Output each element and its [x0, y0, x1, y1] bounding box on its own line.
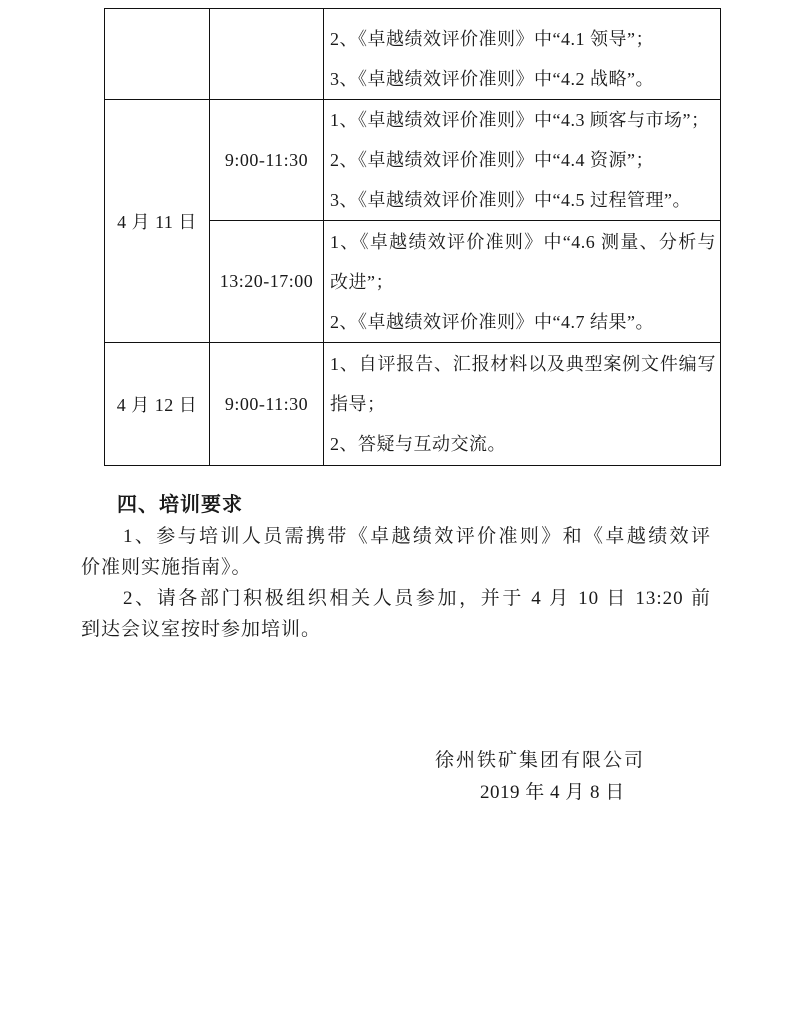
content-line: 1、《卓越绩效评价准则》中“4.3 顾客与市场”； [330, 110, 710, 130]
content-line: 改进”； [330, 271, 394, 292]
time-cell: 13:20-17:00 [210, 221, 324, 343]
content-line: 2、《卓越绩效评价准则》中“4.4 资源”； [330, 150, 654, 170]
content-line: 1、自评报告、汇报材料以及典型案例文件编写 [330, 354, 716, 374]
paragraph-line: 2、请各部门积极组织相关人员参加，并于 4 月 10 日 13:20 前 [123, 588, 711, 609]
content-line: 2、《卓越绩效评价准则》中“4.1 领导”； [330, 29, 654, 49]
body-text [81, 490, 711, 645]
time-cell: 9:00-11:30 [210, 100, 324, 221]
content-cell [324, 343, 721, 466]
time-cell: 9:00-11:30 [210, 343, 324, 466]
content-cell [324, 100, 721, 221]
time-cell [210, 9, 324, 100]
content-cell [324, 221, 721, 343]
content-line: 2、答疑与互动交流。 [330, 434, 506, 454]
table-row [105, 343, 721, 466]
schedule-table [104, 8, 721, 466]
content-line: 3、《卓越绩效评价准则》中“4.5 过程管理”。 [330, 190, 691, 210]
content-cell [324, 9, 721, 100]
date-cell [105, 9, 210, 100]
paragraph-line: 到达会议室按时参加培训。 [81, 619, 322, 640]
content-line: 2、《卓越绩效评价准则》中“4.7 结果”。 [330, 311, 654, 332]
signature-company: 徐州铁矿集团有限公司 [435, 750, 646, 771]
content-line: 3、《卓越绩效评价准则》中“4.2 战略”。 [330, 69, 654, 89]
date-cell: 4 月 11 日 [105, 100, 210, 343]
table-row [105, 9, 721, 100]
date-cell: 4 月 12 日 [105, 343, 210, 466]
signature-date: 2019 年 4 月 8 日 [480, 782, 625, 803]
paragraph-line: 1、参与培训人员需携带《卓越绩效评价准则》和《卓越绩效评 [123, 526, 711, 547]
content-line: 指导； [330, 394, 386, 414]
section-heading: 四、培训要求 [117, 494, 243, 516]
paragraph-line: 价准则实施指南》。 [81, 557, 252, 578]
table-row [105, 100, 721, 221]
content-line: 1、《卓越绩效评价准则》中“4.6 测量、分析与 [330, 231, 716, 252]
